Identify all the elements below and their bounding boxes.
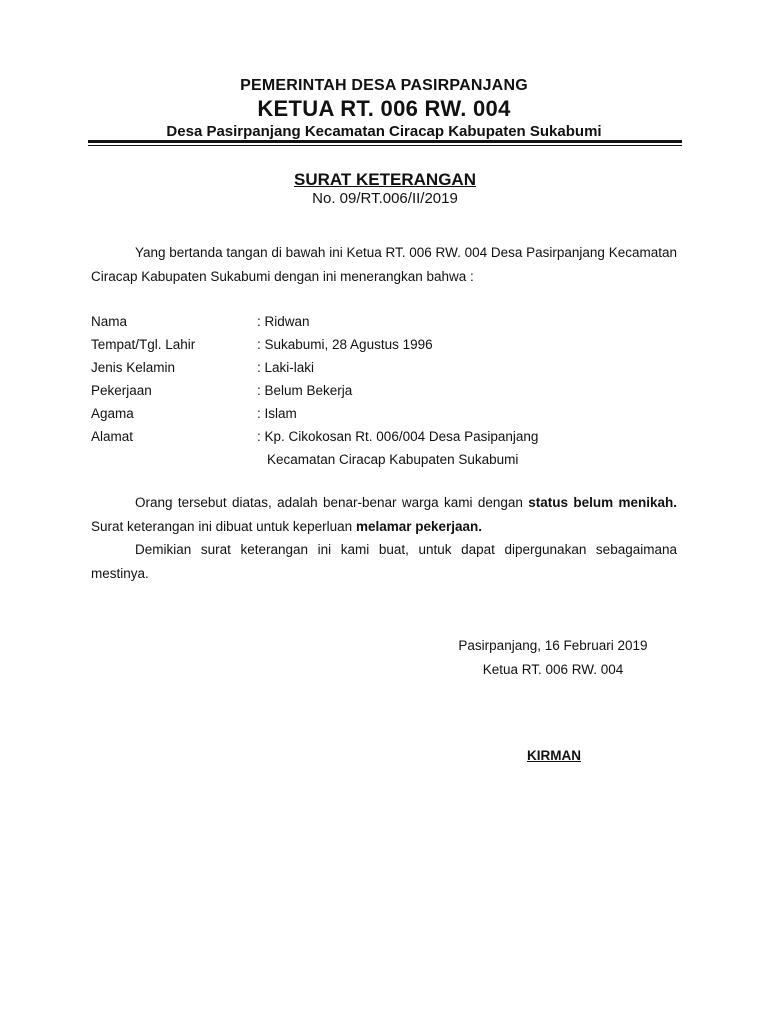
letter-title-main: SURAT KETERANGAN <box>294 170 476 189</box>
identity-value: : Belum Bekerja <box>257 383 353 398</box>
identity-row-gender <box>91 356 677 379</box>
letterhead <box>88 76 680 142</box>
identity-value-continued: Kecamatan Ciracap Kabupaten Sukabumi <box>267 452 519 467</box>
identity-label: Jenis Kelamin <box>91 360 176 375</box>
identity-value: : Laki-laki <box>257 360 315 375</box>
identity-value: : Ridwan <box>257 314 310 329</box>
statement-paragraph <box>91 491 677 539</box>
signature-place-date: Pasirpanjang, 16 Februari 2019 <box>458 638 648 653</box>
identity-value: : Kp. Cikokosan Rt. 006/004 Desa Pasipanjang <box>257 429 539 444</box>
identity-row-ttl <box>91 333 677 356</box>
identity-label: Pekerjaan <box>91 383 152 398</box>
signatory-name: KIRMAN <box>527 748 581 763</box>
statement-text-1: Orang tersebut diatas, adalah benar-benar warga kami dengan <box>135 495 529 510</box>
letterhead-rule-thin <box>88 145 682 146</box>
identity-label: Tempat/Tgl. Lahir <box>91 337 196 352</box>
identity-row-pekerjaan <box>91 379 677 402</box>
identity-row-nama <box>91 310 677 333</box>
identity-label: Agama <box>91 406 134 421</box>
signature-block <box>420 634 686 682</box>
letter-title <box>88 170 682 208</box>
letterhead-government: PEMERINTAH DESA PASIRPANJANG <box>240 77 528 94</box>
identity-row-alamat <box>91 425 677 448</box>
identity-value: : Sukabumi, 28 Agustus 1996 <box>257 337 433 352</box>
identity-table <box>91 310 677 471</box>
statement-bold-status: status belum menikah. <box>528 495 677 510</box>
letterhead-office: KETUA RT. 006 RW. 004 <box>257 96 511 121</box>
letterhead-rule-thick <box>88 140 682 143</box>
identity-row-alamat-cont <box>91 448 677 471</box>
letter-number: No. 09/RT.006/II/2019 <box>312 190 458 207</box>
statement-text-2: Surat keterangan ini dibuat untuk keperluan <box>91 519 356 534</box>
signature-position: Ketua RT. 006 RW. 004 <box>482 662 624 677</box>
identity-value: : Islam <box>257 406 297 421</box>
letterhead-address: Desa Pasirpanjang Kecamatan Ciracap Kabupaten Sukabumi <box>166 123 602 140</box>
identity-label: Alamat <box>91 429 134 444</box>
closing-paragraph: Demikian surat keterangan ini kami buat, untuk dapat dipergunakan sebagaimana mestinya. <box>91 542 677 581</box>
statement-bold-purpose: melamar pekerjaan. <box>355 519 483 534</box>
opening-paragraph: Yang bertanda tangan di bawah ini Ketua RT. 006 RW. 004 Desa Pasirpanjang Kecamatan Ciracap Kabupaten Sukabumi dengan ini menerangkan bahwa : <box>91 245 677 284</box>
identity-label: Nama <box>91 314 128 329</box>
identity-row-agama <box>91 402 677 425</box>
